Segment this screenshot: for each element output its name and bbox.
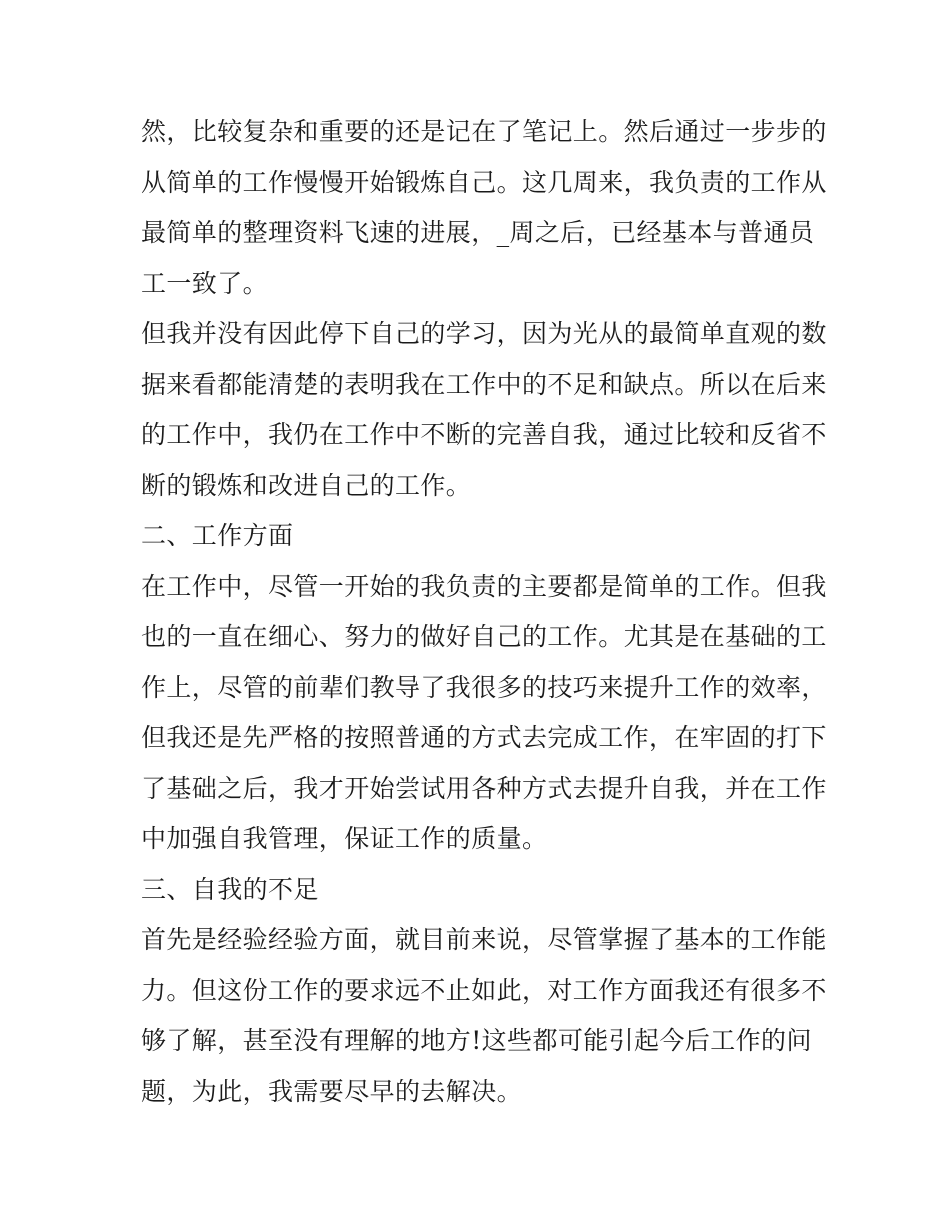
text-line-13: 但我还是先严格的按照普通的方式去完成工作，在牢固的打下 xyxy=(141,723,827,752)
text-line-18: 力。但这份工作的要求远不止如此，对工作方面我还有很多不 xyxy=(141,975,827,1005)
text-line-17: 首先是经验经验方面，就目前来说，尽管掌握了基本的工作能 xyxy=(141,925,827,954)
text-line-8: 断的锻炼和改进自己的工作。 xyxy=(141,470,472,500)
text-line-6: 据来看都能清楚的表明我在工作中的不足和缺点。所以在后来 xyxy=(141,369,827,399)
text-line-11: 也的一直在细心、努力的做好自己的工作。尤其是在基础的工 xyxy=(141,622,827,651)
text-line-15: 中加强自我管理，保证工作的质量。 xyxy=(141,824,548,853)
text-line-14: 了基础之后，我才开始尝试用各种方式去提升自我，并在工作 xyxy=(141,773,827,803)
text-line-20: 题，为此，我需要尽早的去解决。 xyxy=(141,1076,523,1106)
text-line-12: 作上，尽管的前辈们教导了我很多的技巧来提升工作的效率， xyxy=(141,672,827,702)
text-line-1: 然，比较复杂和重要的还是记在了笔记上。然后通过一步步的 xyxy=(141,117,827,146)
document-body xyxy=(141,107,827,1117)
text-line-4: 工一致了。 xyxy=(141,268,269,298)
text-line-2: 从简单的工作慢慢开始锻炼自己。这几周来，我负责的工作从 xyxy=(141,167,827,197)
section-heading-work: 二、工作方面 xyxy=(141,521,294,550)
text-line-19: 够了解，甚至没有理解的地方!这些都可能引起今后工作的问 xyxy=(141,1026,812,1055)
text-line-5: 但我并没有因此停下自己的学习，因为光从的最简单直观的数 xyxy=(141,319,827,348)
text-line-10: 在工作中，尽管一开始的我负责的主要都是简单的工作。但我 xyxy=(141,571,827,601)
text-line-3: 最简单的整理资料飞速的进展，_周之后，已经基本与普通员 xyxy=(141,218,815,247)
section-heading-shortcomings: 三、自我的不足 xyxy=(141,874,319,904)
text-line-7: 的工作中，我仍在工作中不断的完善自我，通过比较和反省不 xyxy=(141,420,827,449)
